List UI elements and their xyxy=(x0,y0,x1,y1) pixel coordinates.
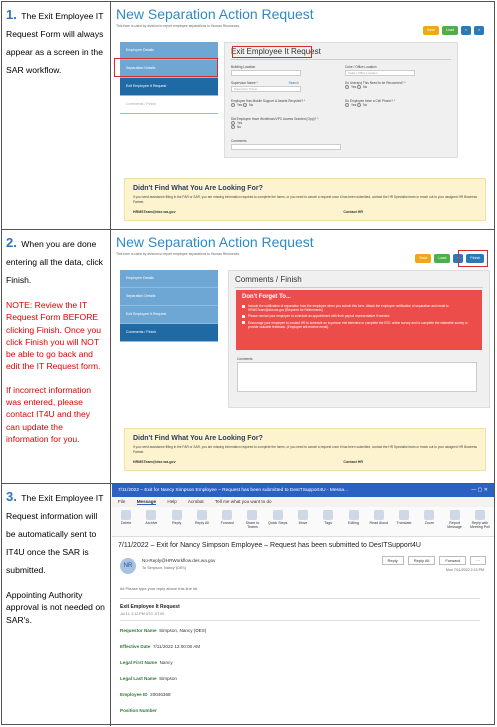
sidebar-item-comments-finish[interactable]: Comments / Finish xyxy=(120,96,218,114)
it-question: Employee Has Mobile Support & Assets Recycled? * Yes No xyxy=(231,99,306,107)
translate-icon xyxy=(399,510,409,520)
zoom-button[interactable]: Zoom xyxy=(419,509,439,534)
step-2-number: 2. xyxy=(6,235,17,250)
dont-forget-title: Don't Forget To... xyxy=(242,294,291,300)
prev-button[interactable]: < xyxy=(461,26,471,35)
step-2-note: NOTE: Review the IT Request Form BEFORE clicking Finish. Once you click Finish you will NOT be able to go back and edit the IT Request form. xyxy=(6,300,102,372)
step-2-note-2: If incorrect information was entered, please contact IT4U and they can update the information for you. xyxy=(6,384,92,444)
radio-no[interactable] xyxy=(357,103,361,107)
menu-file[interactable]: File xyxy=(118,499,126,504)
teams-icon xyxy=(247,510,257,520)
help-text: If you need assistance filling in the PAR or SAR, you are missing information required to complete the forms, or you need to cancel a request once it has been submitted, contact the HR Specialist team or reach out to your assigned HR Business Partner. xyxy=(133,195,478,204)
window-title: 7/11/2022 – Exit for Nancy Simpson Employee – Request has been submitted to DesITSupport4U - Messa... xyxy=(118,488,349,493)
panel-title: Comments / Finish xyxy=(235,275,483,288)
step-3-cell xyxy=(2,484,111,726)
devices-question: Do Users(s) This Need to be Recovered? * Yes No xyxy=(345,81,406,89)
reminder-item: Encourage your employee to contact HR to schedule an in-person exit interview or complete the ESC online survey and to complete the statewide survey to provide valuable feedback. (Employee will receive email). xyxy=(242,321,476,329)
field-line: Legal Last Name Simpson xyxy=(120,676,177,681)
tag-icon xyxy=(323,510,333,520)
menu-message[interactable]: Message xyxy=(136,499,157,504)
field-line: Effective Date 7/11/2022 12:00:00 AM xyxy=(120,644,201,649)
file-question: Did Employee Have Workflows/VPC Access Granted (Opp)? * Yes No xyxy=(231,117,319,130)
sender: No-Reply@HRWorkflow.des.wa.gov xyxy=(142,558,216,563)
prev-button[interactable]: < xyxy=(453,254,463,263)
step-row-3 xyxy=(2,484,494,726)
forward-icon xyxy=(222,510,232,520)
meeting-poll-button[interactable]: Reply with Meeting Poll xyxy=(470,509,490,534)
reminder-item: Include the notification of separation from the employee when you submit this form. Attach the employee notification of separation and email to HRMSTeam@dfw.wa.gov (Required for Retirements) xyxy=(242,304,476,312)
radio-no[interactable] xyxy=(231,125,235,129)
archive-button[interactable]: Archive xyxy=(141,509,161,534)
sar-sidebar xyxy=(120,270,218,342)
contact-hr-link[interactable]: Contact HR xyxy=(343,210,363,214)
translate-button[interactable]: Translate xyxy=(394,509,414,534)
move-icon xyxy=(298,510,308,520)
poll-icon xyxy=(475,510,485,520)
field-line: Employee ID 20046368 xyxy=(120,692,171,697)
exit-it-request-panel xyxy=(224,42,458,158)
step-1-number: 1. xyxy=(6,7,17,22)
radio-no[interactable] xyxy=(243,103,247,107)
read-aloud-button[interactable]: Read Aloud xyxy=(369,509,389,534)
menu-help[interactable]: Help xyxy=(167,499,177,504)
reply-note: ## Please type your reply above this line ## xyxy=(120,586,198,591)
step-2-cell xyxy=(2,230,111,483)
step-3-screenshot xyxy=(112,484,494,726)
cube-field[interactable]: Cube / Office Location Cube / Office Location xyxy=(345,65,415,76)
reply-all-action[interactable]: Reply All xyxy=(408,556,436,565)
forward-button[interactable]: Forward xyxy=(217,509,237,534)
radio-no[interactable] xyxy=(357,85,361,89)
sidebar-item-separation-details[interactable]: Separation Details xyxy=(120,288,218,306)
step-3-text: The Exit Employee IT Request information will be automatically sent to IT4U once the SAR is submitted. xyxy=(6,493,104,575)
reply-button[interactable]: Reply xyxy=(167,509,187,534)
reminder-item: Please remind your employee to schedule an appointment with their payroll representative if needed. xyxy=(242,314,476,318)
tell-me-search[interactable]: Tell me what you want to do xyxy=(214,499,272,504)
next-button[interactable]: > xyxy=(474,26,484,35)
supervisor-field[interactable]: Supervisor Name * Search Supervisor Name xyxy=(231,81,301,92)
save-button[interactable]: Save xyxy=(423,26,439,35)
reply-all-button[interactable]: Reply All xyxy=(192,509,212,534)
panel-title: Exit Employee It Request xyxy=(231,47,451,60)
forward-action[interactable]: Forward xyxy=(439,556,466,565)
radio-yes[interactable] xyxy=(231,103,235,107)
sar-sidebar xyxy=(120,42,218,114)
instruction-table xyxy=(1,1,495,725)
dont-forget-box xyxy=(236,290,482,350)
email-menubar xyxy=(112,497,494,507)
step-3-number: 3. xyxy=(6,489,17,504)
share-teams-button[interactable]: Share to Teams xyxy=(242,509,262,534)
quick-steps-button[interactable]: Quick Steps xyxy=(268,509,288,534)
search-icon xyxy=(349,510,359,520)
email-ribbon xyxy=(112,507,494,537)
sar-subtitle: This form is used by division to report employee separations to Human Resources. xyxy=(116,252,241,256)
step-3-text-2: Appointing Authority approval is not needed on SAR's. xyxy=(6,590,105,625)
zoom-icon xyxy=(424,510,434,520)
sar-toolbar xyxy=(423,26,484,35)
move-button[interactable]: Move xyxy=(293,509,313,534)
step-1-cell xyxy=(2,2,111,229)
email-actions xyxy=(382,556,486,565)
save-button[interactable]: Save xyxy=(415,254,431,263)
read-aloud-icon xyxy=(374,510,384,520)
field-line: Legal First Name Nancy xyxy=(120,660,173,665)
help-box xyxy=(124,178,486,221)
sidebar-item-exit-it-request[interactable]: Exit Employee It Request xyxy=(120,78,218,96)
sar-form-1 xyxy=(116,6,490,224)
step-2-text: When you are done entering all the data, click Finish. xyxy=(6,239,103,285)
field-line: Requestor Name Simpson, Nancy (DES) xyxy=(120,628,207,633)
help-box xyxy=(124,428,486,471)
sidebar-item-employee-details[interactable]: Employee Details xyxy=(120,42,218,60)
highlight-sidebar-it-request xyxy=(114,58,218,77)
contact-hr-link[interactable]: Contact HR xyxy=(343,460,363,464)
help-title: Didn't Find What You Are Looking For? xyxy=(133,185,263,192)
sar-title: New Separation Action Request xyxy=(116,234,314,250)
body-title: Exit Employee It Request xyxy=(120,604,180,610)
help-title: Didn't Find What You Are Looking For? xyxy=(133,435,263,442)
editing-button[interactable]: Editing xyxy=(343,509,363,534)
step-2-screenshot xyxy=(112,230,494,483)
search-link[interactable]: Search xyxy=(288,81,299,85)
delete-icon xyxy=(121,510,131,520)
sidebar-item-employee-details[interactable]: Employee Details xyxy=(120,270,218,288)
sidebar-item-exit-it-request[interactable]: Exit Employee It Request xyxy=(120,306,218,324)
report-icon xyxy=(450,510,460,520)
body-date: Jul 11, 2:12 PM UTC -07:00 xyxy=(120,612,165,616)
menu-acrobat[interactable]: Acrobat xyxy=(187,499,204,504)
radio-yes[interactable] xyxy=(345,103,349,107)
sar-form-2 xyxy=(116,234,490,478)
recipient: To Simpson, Nancy (DES) xyxy=(142,566,187,570)
delete-button[interactable]: Delete xyxy=(116,509,136,534)
sidebar-item-separation-details[interactable]: Separation Details xyxy=(120,60,218,78)
step-row-1 xyxy=(2,2,494,230)
step-1-screenshot xyxy=(112,2,494,229)
comments-field[interactable]: Comments xyxy=(237,357,477,392)
highlight-finish xyxy=(458,250,488,267)
step-row-2 xyxy=(2,230,494,484)
window-controls[interactable]: — ▢ ✕ xyxy=(471,487,488,493)
more-icon[interactable]: ··· xyxy=(470,556,486,565)
highlight-panel-title xyxy=(232,46,312,58)
comments-field[interactable]: Comments xyxy=(231,139,341,150)
step-1-text: The Exit Employee IT Request Form will always appear as a screen in the SAR workflow. xyxy=(6,11,104,75)
archive-icon xyxy=(146,510,156,520)
reply-all-icon xyxy=(197,510,207,520)
email-subject: 7/11/2022 – Exit for Nancy Simpson Employee – Request has been submitted to DesITSupport4U xyxy=(118,542,421,549)
radio-yes[interactable] xyxy=(345,85,349,89)
building-field[interactable]: Building Location xyxy=(231,65,301,76)
sar-subtitle: This form is used by division to report employee separations to Human Resources. xyxy=(116,24,241,28)
divider xyxy=(120,598,480,599)
finish-button[interactable]: Finish xyxy=(466,254,484,263)
phone-question: Do Employee have a Cell Phone? * Yes No xyxy=(345,99,395,107)
tags-button[interactable]: Tags xyxy=(318,509,338,534)
email-date: Mon 7/11/2022 2:15 PM xyxy=(445,568,484,572)
divider xyxy=(120,620,480,621)
sidebar-item-comments-finish[interactable]: Comments / Finish xyxy=(120,324,218,342)
email-titlebar xyxy=(112,484,494,497)
email-link[interactable]: HRMSTeam@dse.wa.gov xyxy=(133,210,176,214)
avatar: NR xyxy=(120,558,136,574)
field-line: Position Number xyxy=(120,708,157,713)
lightning-icon xyxy=(273,510,283,520)
report-message-button[interactable]: Report Message xyxy=(444,509,464,534)
reply-action[interactable]: Reply xyxy=(382,556,404,565)
reply-icon xyxy=(172,510,182,520)
email-link[interactable]: HRMSTeam@dse.wa.gov xyxy=(133,460,176,464)
load-button[interactable]: Load xyxy=(434,254,450,263)
sar-title: New Separation Action Request xyxy=(116,6,314,22)
load-button[interactable]: Load xyxy=(442,26,458,35)
help-text: If you need assistance filling in the PAR or SAR, you are missing information required to complete the forms, or you need to cancel a request once it has been submitted, contact the HR Specialist team or reach out to your assigned HR Business Partner. xyxy=(133,445,478,454)
